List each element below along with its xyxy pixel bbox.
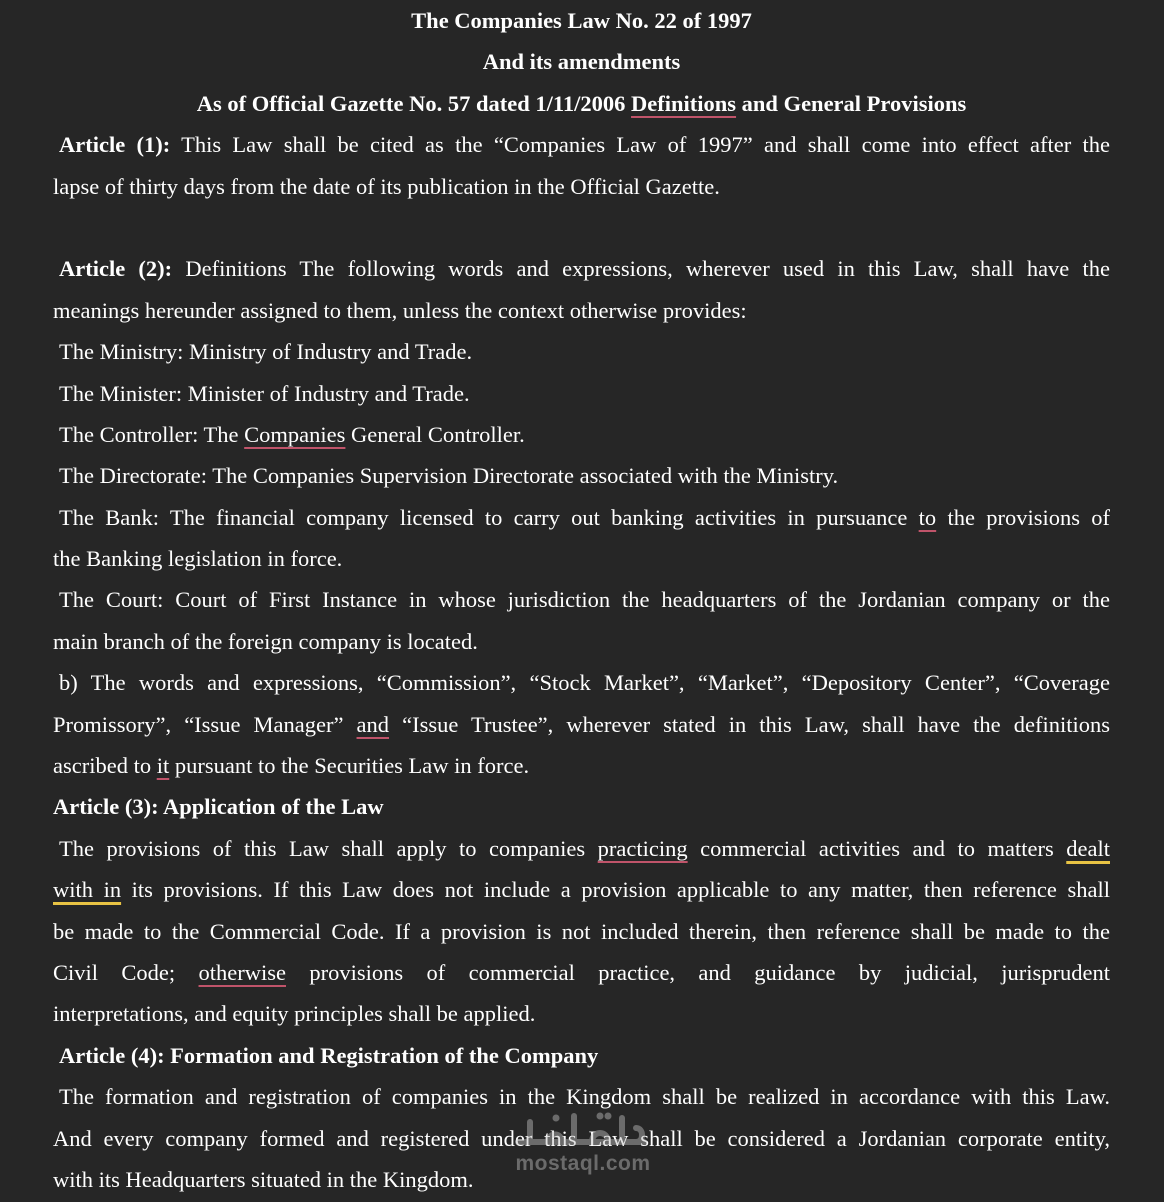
definition-court-line1: The Court: Court of First Instance in whose jurisdiction the headquarters of the Jordanian company or the (59, 587, 1110, 613)
article3-line2-post: its provisions. If this Law does not include a provision applicable to any matter, then reference shall (121, 877, 1110, 903)
bank-pre: The Bank: The financial company licensed to carry out banking activities in pursuance (59, 504, 919, 530)
article2-text1: Definitions The following words and expressions, wherever used in this Law, shall have the (172, 256, 1110, 282)
article2-heading: Article (2): (59, 256, 173, 282)
article1-heading: Article (1): (59, 132, 171, 158)
spellcheck-definitions: Definitions (631, 90, 737, 116)
article2-line1 (53, 248, 1110, 289)
document-page (53, 0, 1110, 1200)
definition-minister: The Minister: Minister of Industry and Trade. (59, 380, 470, 406)
article4-line1: The formation and registration of companies in the Kingdom shall be realized in accordance with this Law. (59, 1084, 1110, 1110)
watermark-text: mostaql.com (515, 1152, 651, 1175)
spellcheck-practicing: practicing (597, 835, 688, 861)
controller-post: General Controller. (345, 421, 525, 447)
definition-court-line2: main branch of the foreign company is located. (53, 628, 478, 654)
paragraph-gap (53, 207, 1110, 248)
article1-text1: This Law shall be cited as the “Companies Law of 1997” and shall come into effect after the (170, 132, 1110, 158)
article4-heading: Article (4): Formation and Registration of the Company (59, 1042, 599, 1068)
gazette-heading (53, 83, 1110, 124)
document-subtitle: And its amendments (482, 49, 681, 75)
article3-line5: interpretations, and equity principles shall be applied. (53, 1001, 536, 1027)
document-title: The Companies Law No. 22 of 1997 (411, 8, 752, 33)
clause-b-line3-post: pursuant to the Securities Law in force. (169, 753, 530, 779)
article3-line1 (53, 828, 1110, 869)
gazette-suffix: and General Provisions (736, 90, 967, 116)
controller-pre: The Controller: The (59, 421, 245, 447)
article3-line4-pre: Civil Code; (53, 959, 199, 985)
article3-line1-mid: commercial activities and to matters (687, 835, 1067, 861)
clause-b-line2-post: “Issue Trustee”, wherever stated in this Law, shall have the definitions (389, 711, 1110, 737)
clause-b-line2-pre: Promissory”, “Issue Manager” (53, 711, 357, 737)
grammar-dealt: dealt (1066, 835, 1110, 861)
article3-line4 (53, 952, 1110, 993)
spellcheck-it: it (156, 753, 170, 779)
article3-line1-pre: The provisions of this Law shall apply to companies (59, 835, 598, 861)
article4-line3: with its Headquarters situated in the Kingdom. (53, 1166, 474, 1192)
definition-bank-line1 (53, 497, 1110, 538)
definition-bank-line2: the Banking legislation in force. (53, 546, 343, 572)
definition-controller (53, 414, 1110, 455)
gazette-prefix: As of Official Gazette No. 57 dated 1/11/2006 (196, 90, 632, 116)
article3-line4-post: provisions of commercial practice, and guidance by judicial, jurisprudent (286, 959, 1110, 985)
definition-ministry: The Ministry: Ministry of Industry and Trade. (59, 339, 473, 365)
article3-heading: Article (3): Application of the Law (53, 794, 384, 820)
article1-line2: lapse of thirty days from the date of its publication in the Official Gazette. (53, 173, 720, 199)
article1-line1 (53, 124, 1110, 165)
spellcheck-otherwise: otherwise (198, 959, 287, 985)
clause-b-line1: b) The words and expressions, “Commission”, “Stock Market”, “Market”, “Depository Center”, “Coverage (59, 670, 1110, 696)
spellcheck-to: to (918, 504, 937, 530)
article3-line2 (53, 869, 1110, 910)
article2-line2: meanings hereunder assigned to them, unless the context otherwise provides: (53, 297, 747, 323)
definition-directorate: The Directorate: The Companies Supervision Directorate associated with the Ministry. (59, 463, 839, 489)
bank-post: the provisions of (936, 504, 1110, 530)
spellcheck-and: and (356, 711, 390, 737)
article3-line3: be made to the Commercial Code. If a provision is not included therein, then reference shall be made to the (53, 918, 1110, 944)
clause-b-line3 (53, 745, 1110, 786)
spellcheck-companies: Companies (244, 421, 346, 447)
clause-b-line2 (53, 704, 1110, 745)
article4-line2: And every company formed and registered under this Law shall be considered a Jordanian corporate entity, (53, 1125, 1110, 1151)
clause-b-line3-pre: ascribed to (53, 753, 157, 779)
grammar-with-in: with in (53, 877, 122, 903)
